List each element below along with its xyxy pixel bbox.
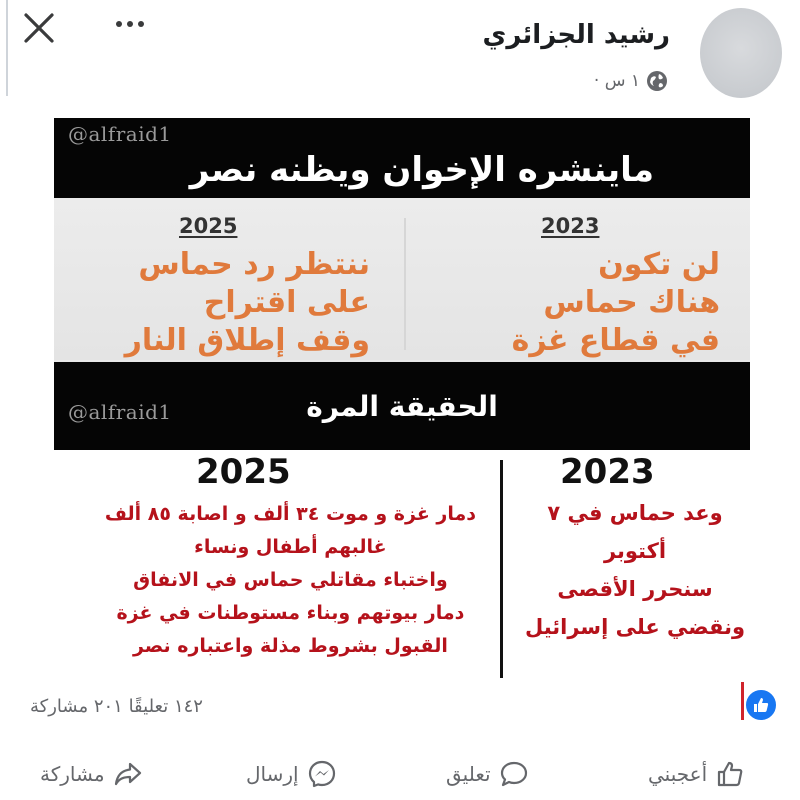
- like-button[interactable]: [648, 756, 745, 792]
- truth-year-right: 2023: [560, 452, 655, 492]
- avatar[interactable]: [700, 8, 782, 98]
- thumbs-up-icon: [752, 696, 770, 714]
- comments-shares-count[interactable]: ١٤٢ تعليقًا ٢٠١ مشاركة: [30, 696, 203, 717]
- send-label: إرسال: [246, 762, 299, 786]
- truth-left-line: دمار بيوتهم وبناء مستوطنات في غزة: [116, 602, 465, 624]
- image-right-line: في قطاع غزة: [511, 323, 720, 358]
- like-label: أعجبني: [648, 762, 708, 786]
- action-bar: [0, 748, 800, 800]
- author-name[interactable]: رشيد الجزائري: [482, 20, 670, 50]
- image-right-line: هناك حماس: [543, 285, 720, 320]
- more-dot: [116, 21, 122, 27]
- image-left-line: وقف إطلاق النار: [124, 323, 370, 358]
- image-left-line: على اقتراح: [203, 285, 370, 320]
- truth-left-line: غالبهم أطفال ونساء: [194, 536, 387, 558]
- image-bottom-title: الحقيقة المرة: [306, 390, 498, 423]
- share-icon: [113, 759, 143, 789]
- post-stats: [0, 686, 800, 730]
- globe-icon[interactable]: [646, 70, 668, 92]
- watermark-bottom: @alfraid1: [68, 400, 172, 424]
- image-year-right: 2023: [541, 214, 600, 238]
- image-year-left: 2025: [179, 214, 238, 238]
- truth-left-text: [105, 498, 476, 663]
- truth-right-line: وعد حماس في ٧: [547, 501, 723, 525]
- like-reaction-icon[interactable]: [744, 688, 778, 722]
- more-options-button[interactable]: [110, 12, 150, 36]
- truth-right-line: أكتوبر: [603, 539, 667, 563]
- thumbs-up-icon: [715, 759, 745, 789]
- more-dot: [138, 21, 144, 27]
- image-middle-divider: [404, 218, 406, 350]
- truth-section: [0, 450, 800, 680]
- comment-icon: [499, 759, 529, 789]
- messenger-icon: [307, 759, 337, 789]
- close-icon: [18, 6, 62, 50]
- image-left-text: [125, 246, 370, 360]
- truth-right-line: سنحرر الأقصى: [557, 577, 713, 601]
- image-right-text: [512, 246, 720, 360]
- share-label: مشاركة: [40, 762, 105, 786]
- comment-label: تعليق: [446, 762, 491, 786]
- header-divider: [6, 0, 8, 96]
- close-button[interactable]: [18, 6, 62, 50]
- truth-left-line: دمار غزة و موت ٣٤ ألف و اصابة ٨٥ ألف: [104, 503, 476, 525]
- share-button[interactable]: [40, 756, 143, 792]
- truth-left-line: واختباء مقاتلي حماس في الانفاق: [133, 569, 448, 591]
- truth-year-left: 2025: [196, 452, 291, 492]
- image-right-line: لن تكون: [598, 247, 720, 282]
- post-time[interactable]: ١ س ·: [593, 71, 640, 91]
- post-image[interactable]: [54, 118, 750, 450]
- image-left-line: ننتظر رد حماس: [138, 247, 370, 282]
- post-meta: [594, 70, 668, 92]
- truth-divider: [500, 460, 503, 678]
- truth-right-line: ونقضي على إسرائيل: [524, 615, 746, 639]
- comment-button[interactable]: [446, 756, 529, 792]
- send-button[interactable]: [246, 756, 337, 792]
- truth-left-line: القبول بشروط مذلة واعتباره نصر: [132, 635, 448, 657]
- more-dot: [127, 21, 133, 27]
- image-top-title: ماينشره الإخوان ويظنه نصر: [189, 150, 654, 190]
- truth-right-text: [505, 494, 765, 646]
- post-header: [0, 0, 800, 115]
- watermark-top: @alfraid1: [68, 122, 172, 146]
